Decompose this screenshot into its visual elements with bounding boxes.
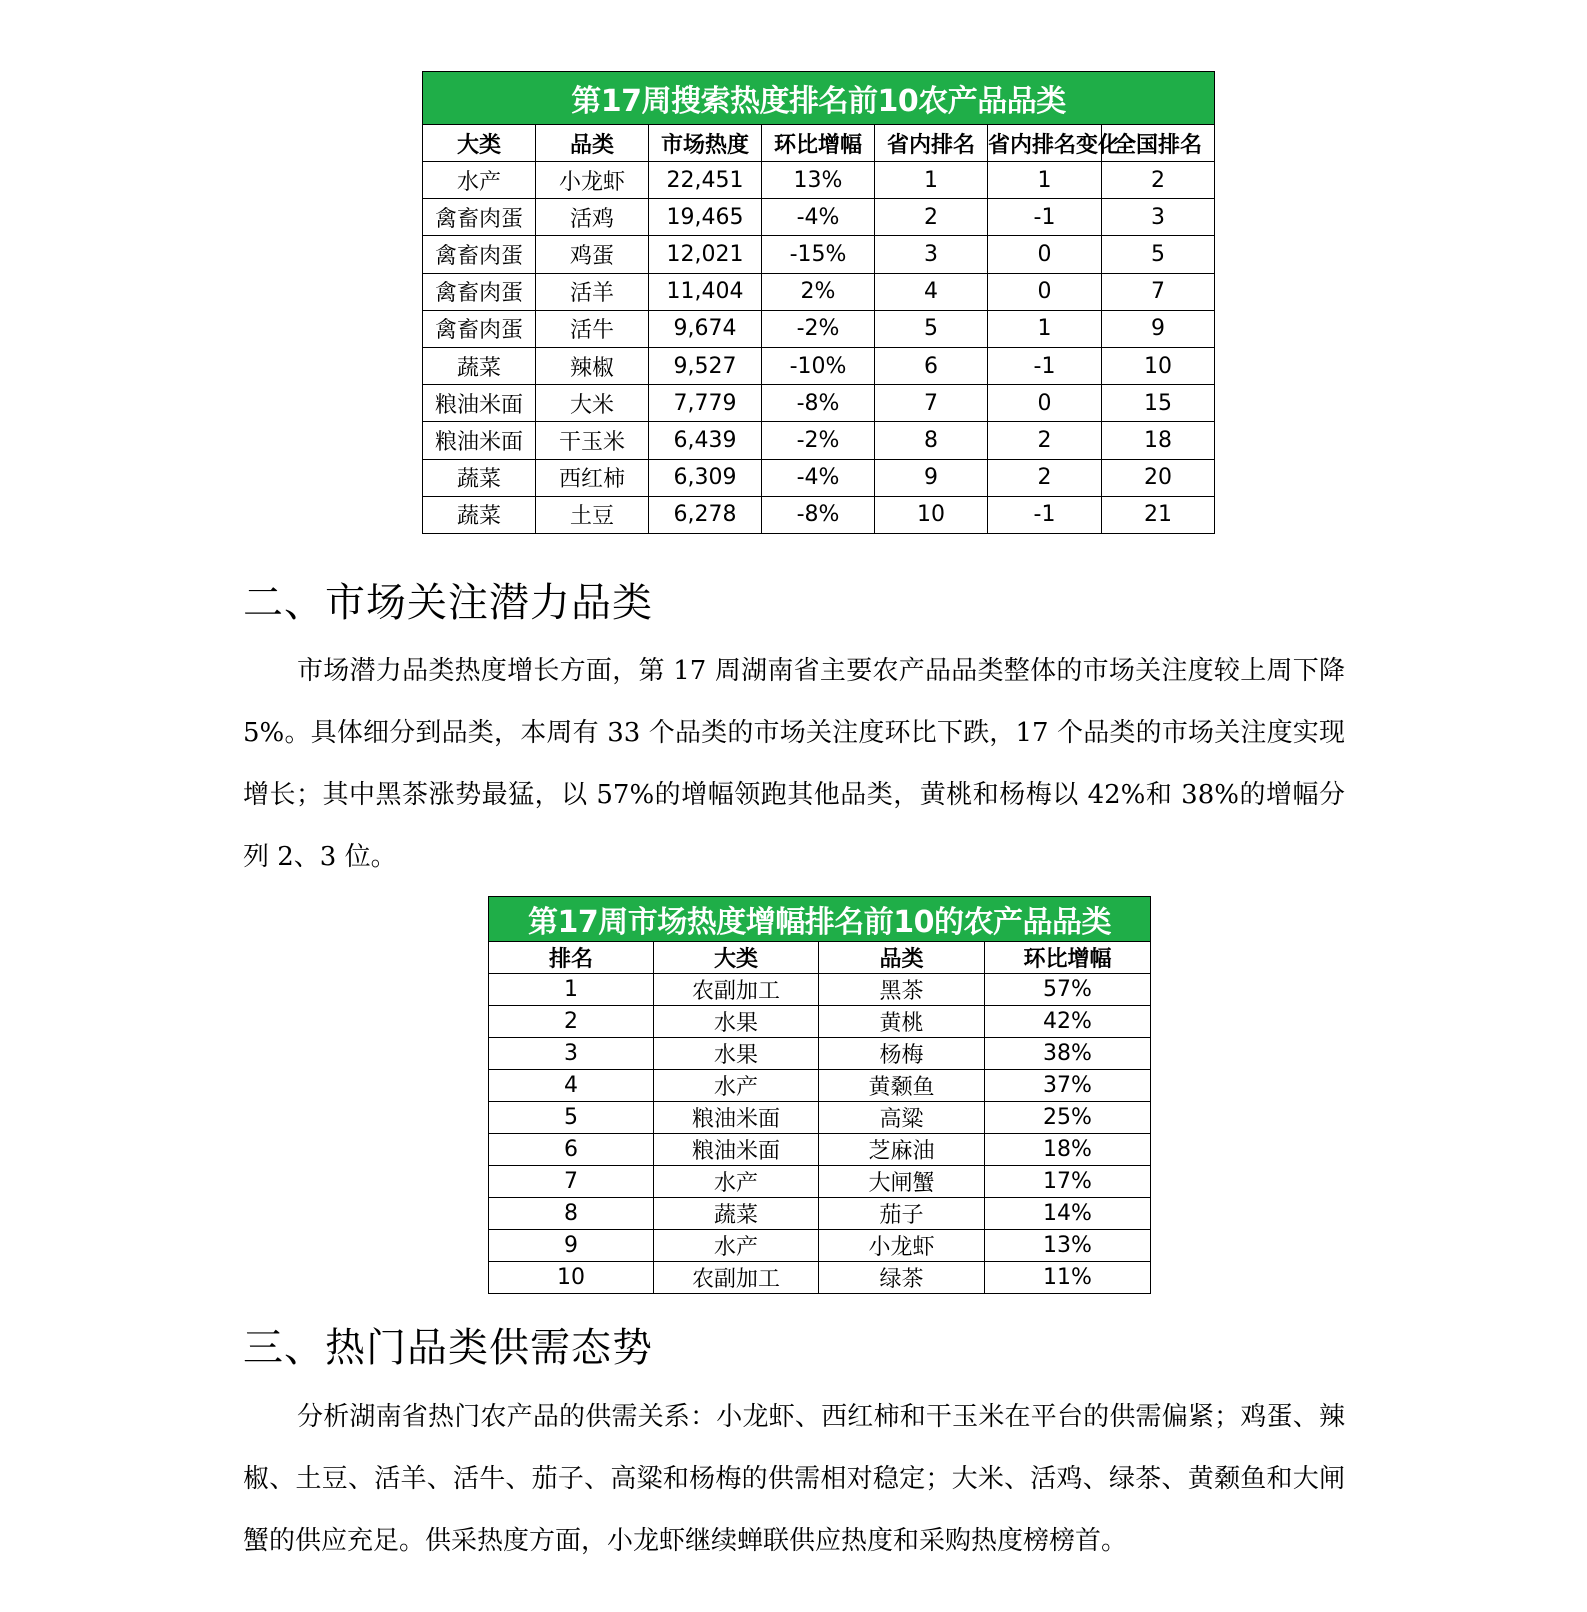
table-row — [423, 310, 1215, 347]
table-cell: 20 — [1102, 459, 1215, 496]
table-cell: 10 — [1102, 347, 1215, 384]
table-cell: 活羊 — [536, 273, 649, 310]
table-cell: 水产 — [654, 1070, 819, 1102]
table-cell: 37% — [985, 1070, 1151, 1102]
table-cell: 1 — [988, 310, 1102, 347]
table-cell: 鸡蛋 — [536, 236, 649, 273]
table-row — [489, 1166, 1151, 1198]
table-cell: 21 — [1102, 496, 1215, 533]
table-row — [489, 974, 1151, 1006]
column-header: 排名 — [489, 942, 654, 974]
table-cell: 4 — [875, 273, 988, 310]
table-cell: 18 — [1102, 422, 1215, 459]
section-paragraph: 分析湖南省热门农产品的供需关系：小龙虾、西红柿和干玉米在平台的供需偏紧；鸡蛋、辣椒、土豆、活羊、活牛、茄子、高粱和杨梅的供需相对稳定；大米、活鸡、绿茶、黄颡鱼和大闸蟹的供应充足。供采热度方面，小龙虾继续蝉联供应热度和采购热度榜榜首。 — [243, 1402, 1345, 1556]
table-cell: 3 — [875, 236, 988, 273]
table-cell: 茄子 — [819, 1198, 985, 1230]
table-cell: 7 — [1102, 273, 1215, 310]
table-cell: 1 — [988, 162, 1102, 199]
table-cell: 活牛 — [536, 310, 649, 347]
table-cell: 辣椒 — [536, 347, 649, 384]
column-header: 品类 — [819, 942, 985, 974]
table-cell: 6,439 — [649, 422, 762, 459]
table-row — [423, 459, 1215, 496]
table-cell: 高粱 — [819, 1102, 985, 1134]
table-cell: 9 — [489, 1230, 654, 1262]
table-cell: 10 — [489, 1262, 654, 1294]
table-row — [423, 236, 1215, 273]
table-cell: 5 — [1102, 236, 1215, 273]
table-cell: 蔬菜 — [654, 1198, 819, 1230]
table-cell: 水果 — [654, 1006, 819, 1038]
table-row — [489, 1006, 1151, 1038]
table-cell: 粮油米面 — [654, 1102, 819, 1134]
table-cell: 9 — [1102, 310, 1215, 347]
table-row — [423, 199, 1215, 236]
table-cell: 13% — [985, 1230, 1151, 1262]
section-heading: 三、热门品类供需态势 — [243, 1325, 653, 1371]
table-cell: -4% — [762, 199, 875, 236]
table-title: 第17周搜索热度排名前10农产品品类 — [423, 72, 1215, 125]
column-header: 品类 — [536, 125, 649, 162]
table-cell: -8% — [762, 496, 875, 533]
table-cell: 杨梅 — [819, 1038, 985, 1070]
table-cell: 11,404 — [649, 273, 762, 310]
table-cell: -4% — [762, 459, 875, 496]
table-cell: 0 — [988, 385, 1102, 422]
table-cell: 15 — [1102, 385, 1215, 422]
table-cell: 黄桃 — [819, 1006, 985, 1038]
table-cell: 水产 — [654, 1230, 819, 1262]
section-heading: 二、市场关注潜力品类 — [243, 580, 653, 626]
table-cell: 7,779 — [649, 385, 762, 422]
table-row — [489, 1230, 1151, 1262]
table-row — [423, 422, 1215, 459]
table-cell: 0 — [988, 236, 1102, 273]
table-row — [423, 273, 1215, 310]
table-cell: 蔬菜 — [423, 496, 536, 533]
table-cell: 8 — [875, 422, 988, 459]
table-row — [489, 1198, 1151, 1230]
column-header: 省内排名变化 — [988, 125, 1102, 162]
table-cell: 6 — [489, 1134, 654, 1166]
table-cell: 活鸡 — [536, 199, 649, 236]
table-cell: 蔬菜 — [423, 347, 536, 384]
table-cell: 18% — [985, 1134, 1151, 1166]
table-cell: 3 — [1102, 199, 1215, 236]
table-cell: 1 — [875, 162, 988, 199]
table-cell: 57% — [985, 974, 1151, 1006]
table-cell: 大闸蟹 — [819, 1166, 985, 1198]
table-cell: 小龙虾 — [536, 162, 649, 199]
table-title: 第17周市场热度增幅排名前10的农产品品类 — [489, 897, 1151, 942]
table-header-row — [423, 125, 1215, 162]
table-cell: 干玉米 — [536, 422, 649, 459]
table-cell: 绿茶 — [819, 1262, 985, 1294]
section-paragraph: 市场潜力品类热度增长方面，第 17 周湖南省主要农产品品类整体的市场关注度较上周下降 5%。具体细分到品类，本周有 33 个品类的市场关注度环比下跌，17 个品类的市场关注度实现增长；其中黑茶涨势最猛，以 57%的增幅领跑其他品类，黄桃和杨梅以 42%和 38%的增幅分列 2、3 位。 — [243, 656, 1345, 872]
table-cell: 2 — [988, 459, 1102, 496]
table-cell: 禽畜肉蛋 — [423, 199, 536, 236]
table-cell: 水产 — [654, 1166, 819, 1198]
column-header: 市场热度 — [649, 125, 762, 162]
column-header: 环比增幅 — [985, 942, 1151, 974]
search-heat-top10-table — [422, 71, 1215, 534]
table-cell: 19,465 — [649, 199, 762, 236]
table-cell: 10 — [875, 496, 988, 533]
table-cell: 黑茶 — [819, 974, 985, 1006]
table-cell: 禽畜肉蛋 — [423, 310, 536, 347]
table-cell: 5 — [489, 1102, 654, 1134]
table-cell: 禽畜肉蛋 — [423, 273, 536, 310]
table-cell: 小龙虾 — [819, 1230, 985, 1262]
table-cell: 6,278 — [649, 496, 762, 533]
table-header-row — [489, 942, 1151, 974]
table-cell: 0 — [988, 273, 1102, 310]
table-row — [423, 162, 1215, 199]
table-cell: 农副加工 — [654, 1262, 819, 1294]
table-cell: 9 — [875, 459, 988, 496]
table-cell: 粮油米面 — [423, 385, 536, 422]
table-cell: -1 — [988, 199, 1102, 236]
table-cell: 水产 — [423, 162, 536, 199]
table-cell: 2 — [1102, 162, 1215, 199]
table-cell: 38% — [985, 1038, 1151, 1070]
table-cell: -2% — [762, 422, 875, 459]
table-cell: 3 — [489, 1038, 654, 1070]
table-cell: 2% — [762, 273, 875, 310]
table-cell: -15% — [762, 236, 875, 273]
table-cell: 11% — [985, 1262, 1151, 1294]
table-cell: 17% — [985, 1166, 1151, 1198]
table-row — [423, 385, 1215, 422]
table-row — [489, 1102, 1151, 1134]
column-header: 全国排名 — [1102, 125, 1215, 162]
table-cell: 7 — [489, 1166, 654, 1198]
table-row — [489, 1262, 1151, 1294]
table-row — [489, 1134, 1151, 1166]
column-header: 省内排名 — [875, 125, 988, 162]
table-cell: 粮油米面 — [654, 1134, 819, 1166]
table-cell: -1 — [988, 347, 1102, 384]
table-cell: 2 — [988, 422, 1102, 459]
table-cell: 禽畜肉蛋 — [423, 236, 536, 273]
table-cell: 6 — [875, 347, 988, 384]
table-cell: 13% — [762, 162, 875, 199]
table-cell: 42% — [985, 1006, 1151, 1038]
table-cell: 22,451 — [649, 162, 762, 199]
table-cell: 9,527 — [649, 347, 762, 384]
table-cell: 粮油米面 — [423, 422, 536, 459]
table-cell: 蔬菜 — [423, 459, 536, 496]
column-header: 大类 — [654, 942, 819, 974]
table-cell: 12,021 — [649, 236, 762, 273]
table-cell: -2% — [762, 310, 875, 347]
table-cell: -1 — [988, 496, 1102, 533]
table-cell: 8 — [489, 1198, 654, 1230]
table-row — [489, 1070, 1151, 1102]
table-cell: 14% — [985, 1198, 1151, 1230]
table-cell: -10% — [762, 347, 875, 384]
table-cell: 大米 — [536, 385, 649, 422]
table-cell: 黄颡鱼 — [819, 1070, 985, 1102]
table-cell: -8% — [762, 385, 875, 422]
table-cell: 2 — [489, 1006, 654, 1038]
table-cell: 农副加工 — [654, 974, 819, 1006]
column-header: 大类 — [423, 125, 536, 162]
table-cell: 2 — [875, 199, 988, 236]
table-row — [423, 496, 1215, 533]
table-cell: 9,674 — [649, 310, 762, 347]
table-row — [489, 1038, 1151, 1070]
table-cell: 土豆 — [536, 496, 649, 533]
table-cell: 1 — [489, 974, 654, 1006]
table-row — [423, 347, 1215, 384]
table-cell: 25% — [985, 1102, 1151, 1134]
table-cell: 水果 — [654, 1038, 819, 1070]
column-header: 环比增幅 — [762, 125, 875, 162]
table-cell: 西红柿 — [536, 459, 649, 496]
table-cell: 5 — [875, 310, 988, 347]
table-cell: 芝麻油 — [819, 1134, 985, 1166]
growth-top10-table — [488, 896, 1151, 1294]
table-cell: 7 — [875, 385, 988, 422]
table-cell: 4 — [489, 1070, 654, 1102]
table-cell: 6,309 — [649, 459, 762, 496]
